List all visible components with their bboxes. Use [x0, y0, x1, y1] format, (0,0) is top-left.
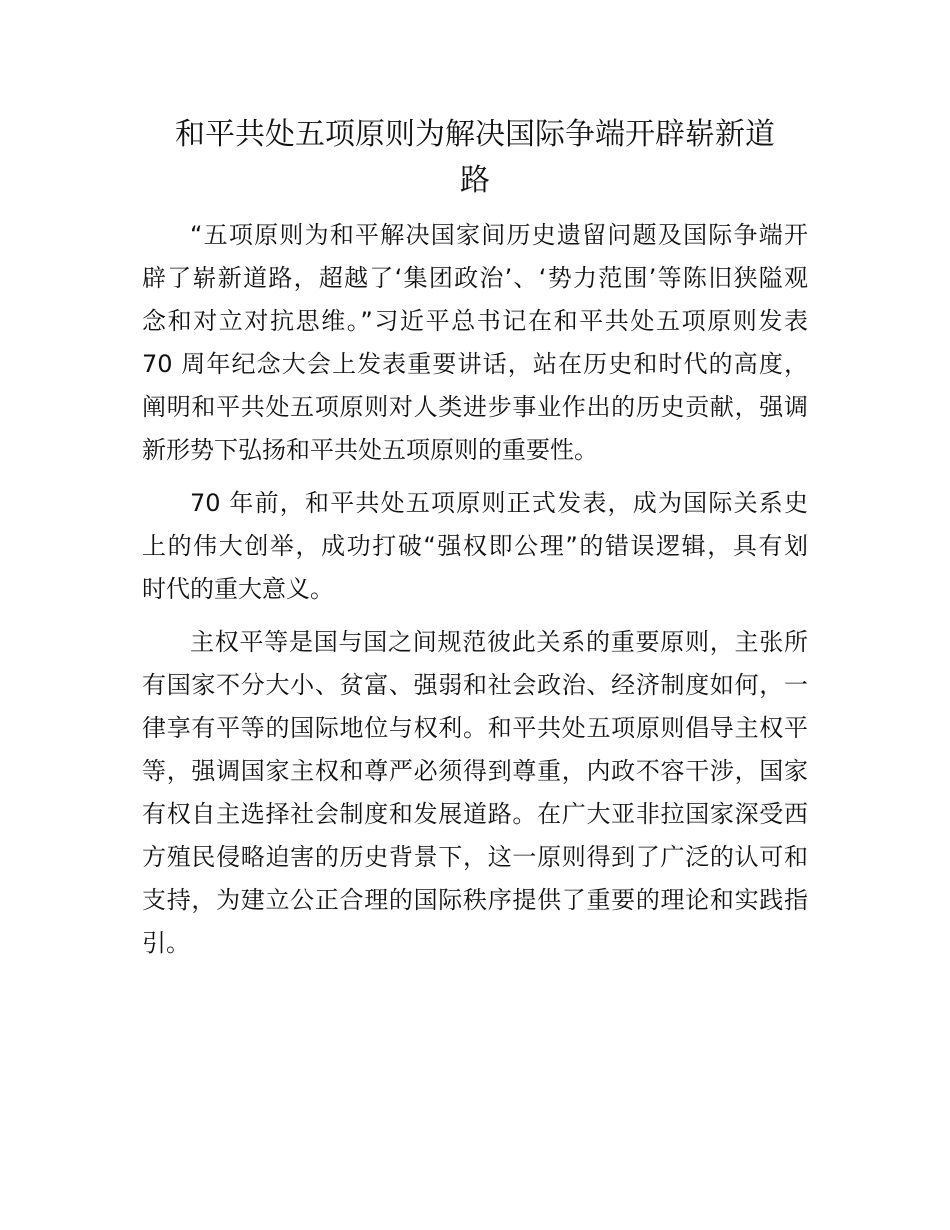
- text-line: 引。: [142, 929, 190, 957]
- text-line: 律享有平等的国际地位与权利。和平共处五项原则倡导主权平: [142, 714, 808, 742]
- text-line: 新形势下弘扬和平共处五项原则的重要性。: [142, 436, 598, 464]
- text-line: 上的伟大创举，成功打破“强权即公理”的错误逻辑，具有划: [142, 532, 808, 560]
- text-line: 等，强调国家主权和尊严必须得到尊重，内政不容干涉，国家: [142, 757, 808, 785]
- text-line: 70 年前，和平共处五项原则正式发表，成为国际关系史: [190, 489, 808, 517]
- paragraph-2: [142, 482, 808, 611]
- paragraph-1: [142, 214, 808, 472]
- text-line: “五项原则为和平解决国家间历史遗留问题及国际争端开: [190, 221, 808, 249]
- title-line: 和平共处五项原则为解决国际争端开辟崭新道: [175, 117, 775, 152]
- text-line: 70 周年纪念大会上发表重要讲话，站在历史和时代的高度，: [142, 350, 808, 378]
- title-line: 路: [460, 163, 490, 198]
- document-body: [142, 214, 808, 975]
- text-line: 方殖民侵略迫害的历史背景下，这一原则得到了广泛的认可和: [142, 843, 808, 871]
- paragraph-3: [142, 621, 808, 965]
- text-line: 主权平等是国与国之间规范彼此关系的重要原则，主张所: [190, 628, 808, 656]
- text-line: 有国家不分大小、贫富、强弱和社会政治、经济制度如何，一: [142, 671, 808, 699]
- document-title: [140, 112, 810, 204]
- text-line: 阐明和平共处五项原则对人类进步事业作出的历史贡献，强调: [142, 393, 808, 421]
- text-line: 辟了崭新道路，超越了‘集团政治’、‘势力范围’等陈旧狭隘观: [142, 264, 808, 292]
- text-line: 有权自主选择社会制度和发展道路。在广大亚非拉国家深受西: [142, 800, 808, 828]
- text-line: 时代的重大意义。: [142, 575, 334, 603]
- text-line: 念和对立对抗思维。”习近平总书记在和平共处五项原则发表: [142, 307, 808, 335]
- text-line: 支持，为建立公正合理的国际秩序提供了重要的理论和实践指: [142, 886, 808, 914]
